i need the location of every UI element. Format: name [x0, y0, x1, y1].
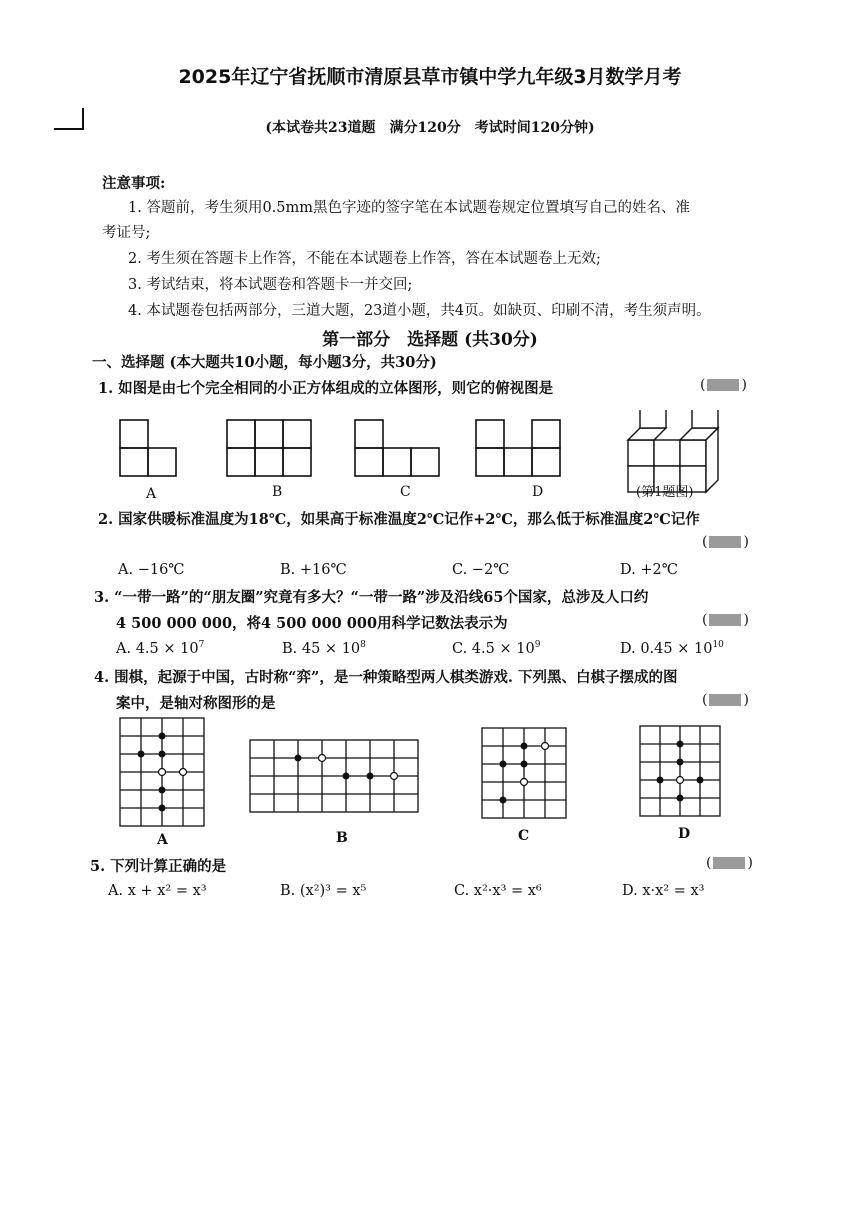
- q1-answer-blank[interactable]: ( ): [700, 377, 747, 393]
- q4-label-b: B: [336, 830, 348, 846]
- q4-label-a: A: [157, 832, 168, 848]
- q3-option-a: A. $4.5 \times 10^7$: [116, 640, 205, 657]
- q3-option-b: B. $45 \times 10^8$: [282, 640, 366, 657]
- q4-label-c: C: [518, 828, 530, 844]
- notice-item-3: 3. 考试结束，将本试题卷和答题卡一并交回;: [128, 277, 413, 293]
- q1-label-c: C: [400, 484, 411, 500]
- exam-subtitle: (本试卷共23道题 满分120分 考试时间120分钟): [265, 120, 595, 136]
- q3-option-c: C. $4.5 \times 10^9$: [452, 640, 541, 657]
- q2-option-d: D. +2℃: [620, 562, 678, 578]
- q3-stem-line1: 3. “一带一路”的“朋友圈”究竟有多大？“一带一路”涉及沿线65个国家，总涉及人口约: [94, 589, 649, 606]
- q3-answer-blank[interactable]: ( ): [702, 612, 749, 628]
- q5-option-c: C. x²·x³ = x⁶: [454, 883, 542, 899]
- q2-stem: 2. 国家供暖标准温度为18℃，如果高于标准温度2℃记作+2℃，那么低于标准温度2℃记作: [98, 511, 700, 528]
- q2-answer-blank[interactable]: ( ): [702, 534, 749, 550]
- notice-heading: 注意事项:: [102, 175, 166, 192]
- q1-label-a: A: [146, 486, 157, 502]
- notice-item-2: 2. 考生须在答题卡上作答，不能在本试题卷上作答，答在本试题卷上无效;: [128, 251, 601, 267]
- q2-option-c: C. −2℃: [452, 562, 510, 578]
- notice-item-1-cont: 考证号;: [102, 225, 151, 241]
- q4-stem-line2: 案中，是轴对称图形的是: [116, 695, 276, 712]
- q5-answer-blank[interactable]: ( ): [706, 855, 753, 871]
- q2-option-a: A. −16℃: [118, 562, 185, 578]
- q3-stem-line2: 4 500 000 000，将4 500 000 000用科学记数法表示为: [116, 615, 508, 632]
- q3-option-d: D. $0.45 \times 10^{10}$: [620, 640, 724, 657]
- notice-item-4: 4. 本试题卷包括两部分，三道大题，23道小题，共4页。如缺页、印刷不清，考生须声明。: [128, 303, 711, 319]
- section-heading: 一、选择题 (本大题共10小题，每小题3分，共30分): [92, 354, 437, 371]
- q1-figure-caption: (第1题图): [636, 485, 694, 500]
- q1-label-d: D: [532, 484, 544, 500]
- q4-label-d: D: [678, 826, 691, 842]
- q4-answer-blank[interactable]: ( ): [702, 692, 749, 708]
- exam-title: 2025年辽宁省抚顺市清原县草市镇中学九年级3月数学月考: [178, 66, 682, 88]
- q5-option-a: A. x + x² = x³: [108, 883, 207, 899]
- q5-option-b: B. (x²)³ = x⁵: [280, 883, 367, 899]
- q1-stem: 1. 如图是由七个完全相同的小正方体组成的立体图形，则它的俯视图是: [98, 380, 554, 397]
- q4-stem-line1: 4. 围棋，起源于中国，古时称“弈”，是一种策略型两人棋类游戏. 下列黑、白棋子摆成的图: [94, 669, 678, 686]
- notice-item-1: 1. 答题前，考生须用0.5mm黑色字迹的签字笔在本试题卷规定位置填写自己的姓名、准: [128, 200, 690, 216]
- part1-title: 第一部分 选择题 (共30分): [322, 330, 538, 350]
- q5-option-d: D. x·x² = x³: [622, 883, 705, 899]
- q1-label-b: B: [272, 484, 283, 500]
- q2-option-b: B. +16℃: [280, 562, 347, 578]
- q4-go-board-figures: [0, 712, 860, 852]
- q5-stem: 5. 下列计算正确的是: [90, 858, 227, 875]
